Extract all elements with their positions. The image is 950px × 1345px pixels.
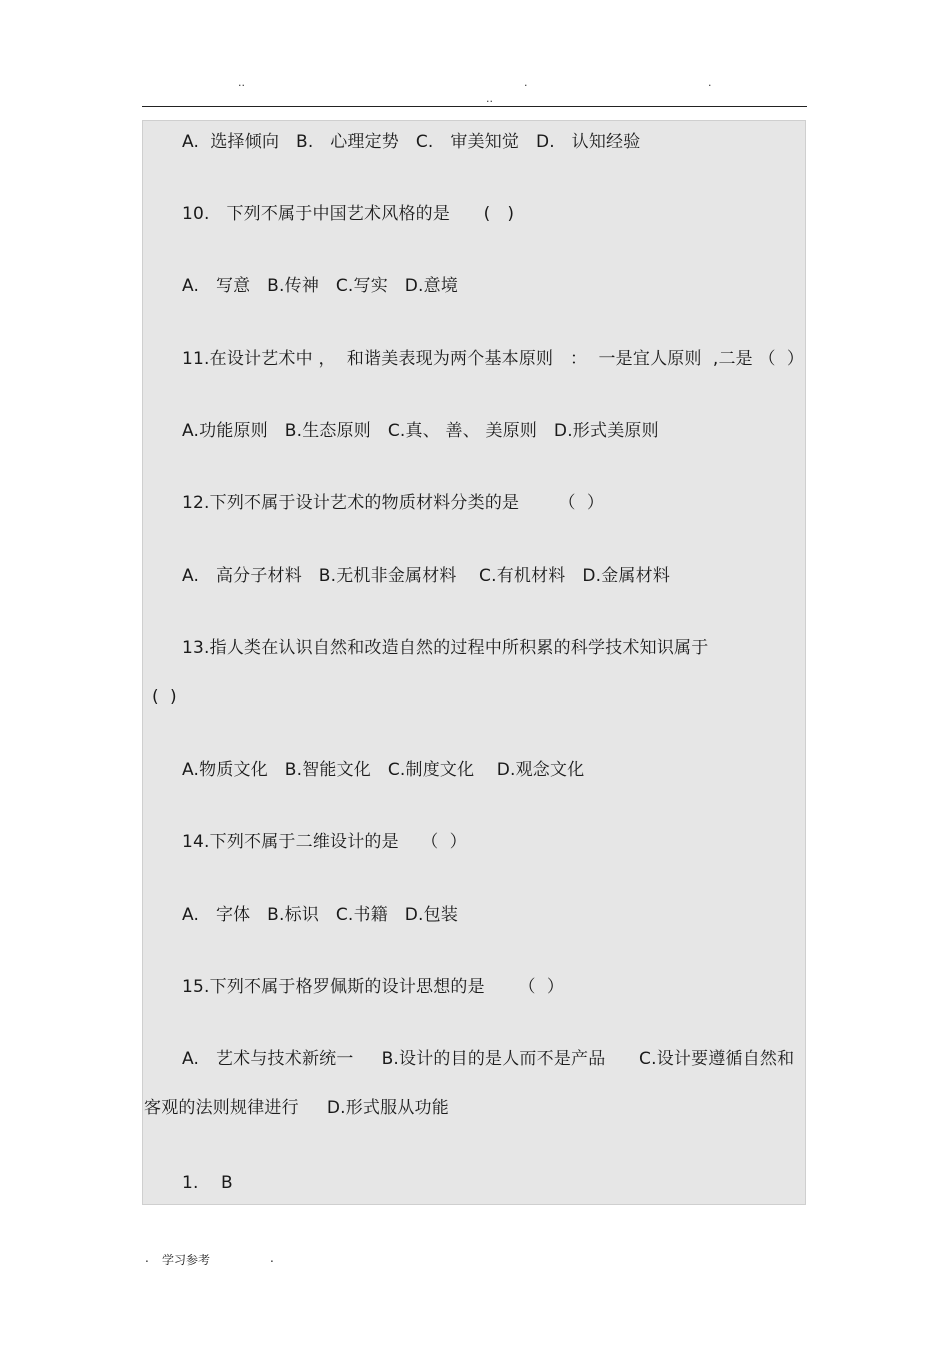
question-12: 12.下列不属于设计艺术的物质材料分类的是 （ ） (182, 493, 605, 513)
options-q10: A. 写意 B.传神 C.写实 D.意境 (182, 276, 459, 296)
options-q11: A.功能原则 B.生态原则 C.真、 善、 美原则 D.形式美原则 (182, 421, 659, 441)
options-q15: A. 艺术与技术新统一 B.设计的目的是人而不是产品 C.设计要遵循自然和 (182, 1049, 795, 1069)
options-q15-continued: 客观的法则规律进行 D.形式服从功能 (144, 1098, 449, 1118)
options-q13: A.物质文化 B.智能文化 C.制度文化 D.观念文化 (182, 760, 585, 780)
question-15: 15.下列不属于格罗佩斯的设计思想的是 （ ） (182, 977, 565, 997)
question-13-continued: ( ) (152, 687, 177, 707)
options-q12: A. 高分子材料 B.无机非金属材料 C.有机材料 D.金属材料 (182, 566, 671, 586)
footer-label: 学习参考 (162, 1253, 211, 1267)
header-dot-4: .. (486, 92, 493, 105)
question-13: 13.指人类在认识自然和改造自然的过程中所积累的科学技术知识属于 (182, 638, 709, 658)
header-dot-2: . (524, 76, 528, 89)
question-10: 10. 下列不属于中国艺术风格的是 ( ) (182, 204, 515, 224)
question-14: 14.下列不属于二维设计的是 （ ） (182, 832, 467, 852)
question-11: 11.在设计艺术中 ， 和谐美表现为两个基本原则 ： 一是宜人原则 ,二是 （ ） (182, 349, 805, 369)
footer-left-mark: . (145, 1251, 149, 1265)
options-q9: A. 选择倾向 B. 心理定势 C. 审美知觉 D. 认知经验 (182, 132, 641, 152)
header-rule (142, 106, 807, 107)
footer-right-mark: . (270, 1251, 274, 1265)
header-dot-1: .. (238, 76, 245, 89)
options-q14: A. 字体 B.标识 C.书籍 D.包装 (182, 905, 459, 925)
header-dot-3: . (708, 76, 712, 89)
answer-1: 1. B (182, 1173, 233, 1193)
